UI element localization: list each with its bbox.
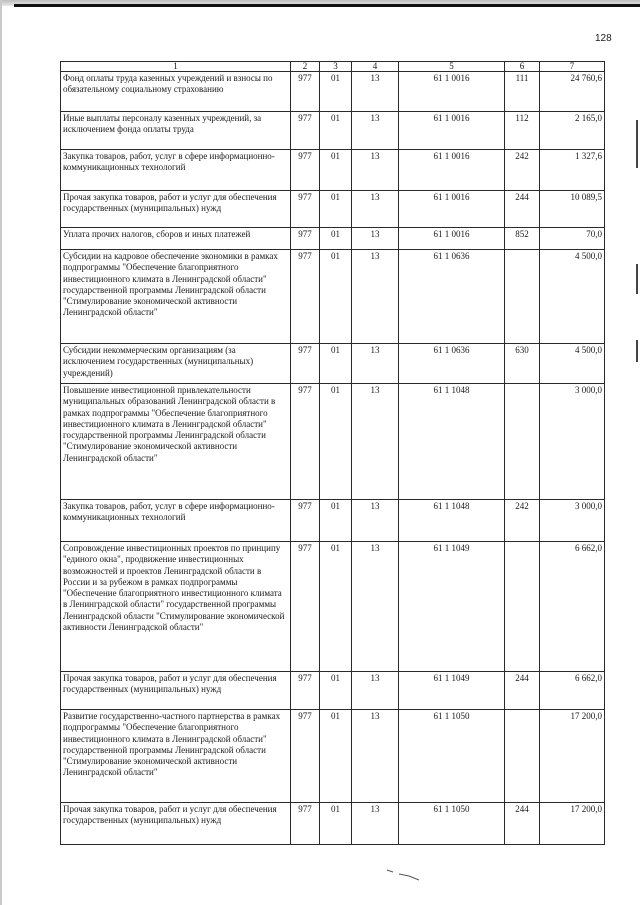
cell-type: 242	[505, 500, 540, 542]
cell-subsection: 13	[352, 72, 399, 112]
scan-edge-mark	[636, 340, 638, 362]
cell-subsection: 13	[352, 710, 399, 803]
cell-amount: 17 200,0	[540, 710, 605, 803]
cell-section: 01	[320, 72, 352, 112]
cell-type: 852	[505, 228, 540, 250]
table-row	[61, 500, 605, 542]
row-name: Субсидии на кадровое обеспечение экономики в рамках подпрограммы "Обеспечение благоприятного инвестиционного климата в Ленинградской области" государственной программы Ленинградской области "Стимулирование экономической активности Ленинградской области"	[61, 250, 291, 344]
cell-amount: 3 000,0	[540, 384, 605, 500]
row-name: Закупка товаров, работ, услуг в сфере информационно-коммуникационных технологий	[61, 150, 291, 191]
cell-type: 244	[505, 672, 540, 710]
cell-target: 61 1 1050	[399, 803, 505, 845]
cell-target: 61 1 0016	[399, 72, 505, 112]
cell-type: 630	[505, 344, 540, 384]
table-row	[61, 803, 605, 845]
row-name: Иные выплаты персоналу казенных учреждений, за исключением фонда оплаты труда	[61, 112, 291, 150]
cell-target: 61 1 1048	[399, 500, 505, 542]
cell-section: 01	[320, 803, 352, 845]
cell-section: 01	[320, 191, 352, 228]
cell-ministry: 977	[291, 112, 320, 150]
cell-type	[505, 250, 540, 344]
cell-section: 01	[320, 542, 352, 672]
cell-amount: 17 200,0	[540, 803, 605, 845]
row-name: Сопровождение инвестиционных проектов по принципу "единого окна", продвижение инвестиционных возможностей и проектов Ленинградской области в России и за рубежом в рамках подпрограммы "Обеспечение благоприятного инвестиционного климата в Ленинградской области" государственной программы Ленинградской области "Стимулирование экономической активности Ленинградской области"	[61, 542, 291, 672]
cell-subsection: 13	[352, 191, 399, 228]
cell-ministry: 977	[291, 228, 320, 250]
row-name: Прочая закупка товаров, работ и услуг для обеспечения государственных (муниципальных) нужд	[61, 803, 291, 845]
row-name: Прочая закупка товаров, работ и услуг для обеспечения государственных (муниципальных) нужд	[61, 191, 291, 228]
table-row	[61, 112, 605, 150]
cell-target: 61 1 0016	[399, 228, 505, 250]
cell-type: 244	[505, 803, 540, 845]
cell-section: 01	[320, 500, 352, 542]
column-header: 5	[399, 62, 505, 72]
cell-type: 111	[505, 72, 540, 112]
table-row	[61, 72, 605, 112]
page-number: 128	[595, 33, 612, 44]
cell-target: 61 1 1048	[399, 384, 505, 500]
table-row	[61, 384, 605, 500]
cell-subsection: 13	[352, 344, 399, 384]
cell-ministry: 977	[291, 542, 320, 672]
cell-type	[505, 384, 540, 500]
cell-subsection: 13	[352, 672, 399, 710]
cell-target: 61 1 1049	[399, 672, 505, 710]
table-row	[61, 250, 605, 344]
cell-subsection: 13	[352, 803, 399, 845]
row-name: Прочая закупка товаров, работ и услуг для обеспечения государственных (муниципальных) нужд	[61, 672, 291, 710]
cell-target: 61 1 0636	[399, 250, 505, 344]
cell-target: 61 1 1049	[399, 542, 505, 672]
cell-amount: 24 760,6	[540, 72, 605, 112]
cell-ministry: 977	[291, 344, 320, 384]
budget-table	[60, 61, 605, 845]
cell-type: 244	[505, 191, 540, 228]
cell-ministry: 977	[291, 803, 320, 845]
cell-target: 61 1 0636	[399, 344, 505, 384]
cell-ministry: 977	[291, 672, 320, 710]
cell-amount: 3 000,0	[540, 500, 605, 542]
cell-type: 242	[505, 150, 540, 191]
cell-ministry: 977	[291, 500, 320, 542]
cell-ministry: 977	[291, 384, 320, 500]
column-header: 1	[61, 62, 291, 72]
cell-amount: 10 089,5	[540, 191, 605, 228]
scan-left-edge	[0, 0, 2, 905]
cell-section: 01	[320, 228, 352, 250]
top-rule	[14, 4, 640, 7]
cell-section: 01	[320, 112, 352, 150]
cell-amount: 2 165,0	[540, 112, 605, 150]
table-row	[61, 542, 605, 672]
column-header: 7	[540, 62, 605, 72]
cell-type: 112	[505, 112, 540, 150]
cell-ministry: 977	[291, 191, 320, 228]
cell-amount: 70,0	[540, 228, 605, 250]
cell-section: 01	[320, 150, 352, 191]
cell-target: 61 1 0016	[399, 191, 505, 228]
cell-section: 01	[320, 344, 352, 384]
scan-edge-mark	[636, 120, 638, 168]
row-name: Развитие государственно-частного партнерства в рамках подпрограммы "Обеспечение благоприятного инвестиционного климата в Ленинградской области" государственной программы Ленинградской области "Стимулирование экономической активности Ленинградской области"	[61, 710, 291, 803]
cell-subsection: 13	[352, 500, 399, 542]
cell-type	[505, 542, 540, 672]
row-name: Субсидии некоммерческим организациям (за исключением государственных (муниципальных) учреждений)	[61, 344, 291, 384]
cell-amount: 6 662,0	[540, 672, 605, 710]
column-header: 4	[352, 62, 399, 72]
table-row	[61, 228, 605, 250]
cell-subsection: 13	[352, 250, 399, 344]
table-row	[61, 672, 605, 710]
row-name: Повышение инвестиционной привлекательности муниципальных образований Ленинградской области в рамках подпрограммы "Обеспечение благоприятного инвестиционного климата в Ленинградской области" государственной программы Ленинградской области "Стимулирование экономической активности Ленинградской области"	[61, 384, 291, 500]
column-header: 2	[291, 62, 320, 72]
column-header: 3	[320, 62, 352, 72]
cell-section: 01	[320, 250, 352, 344]
scan-edge-mark	[636, 264, 638, 294]
header-row	[61, 62, 605, 72]
cell-subsection: 13	[352, 384, 399, 500]
cell-subsection: 13	[352, 228, 399, 250]
cell-ministry: 977	[291, 250, 320, 344]
cell-subsection: 13	[352, 542, 399, 672]
cell-ministry: 977	[291, 710, 320, 803]
scan-scribble	[385, 866, 425, 884]
cell-section: 01	[320, 672, 352, 710]
cell-target: 61 1 1050	[399, 710, 505, 803]
row-name: Уплата прочих налогов, сборов и иных платежей	[61, 228, 291, 250]
column-header: 6	[505, 62, 540, 72]
cell-ministry: 977	[291, 72, 320, 112]
cell-section: 01	[320, 384, 352, 500]
cell-amount: 6 662,0	[540, 542, 605, 672]
cell-amount: 4 500,0	[540, 250, 605, 344]
cell-subsection: 13	[352, 150, 399, 191]
cell-amount: 1 327,6	[540, 150, 605, 191]
cell-ministry: 977	[291, 150, 320, 191]
cell-target: 61 1 0016	[399, 112, 505, 150]
cell-target: 61 1 0016	[399, 150, 505, 191]
table-row	[61, 710, 605, 803]
table-row	[61, 150, 605, 191]
table-row	[61, 191, 605, 228]
cell-subsection: 13	[352, 112, 399, 150]
table-row	[61, 344, 605, 384]
cell-type	[505, 710, 540, 803]
cell-amount: 4 500,0	[540, 344, 605, 384]
row-name: Фонд оплаты труда казенных учреждений и взносы по обязательному социальному страхованию	[61, 72, 291, 112]
row-name: Закупка товаров, работ, услуг в сфере информационно-коммуникационных технологий	[61, 500, 291, 542]
cell-section: 01	[320, 710, 352, 803]
